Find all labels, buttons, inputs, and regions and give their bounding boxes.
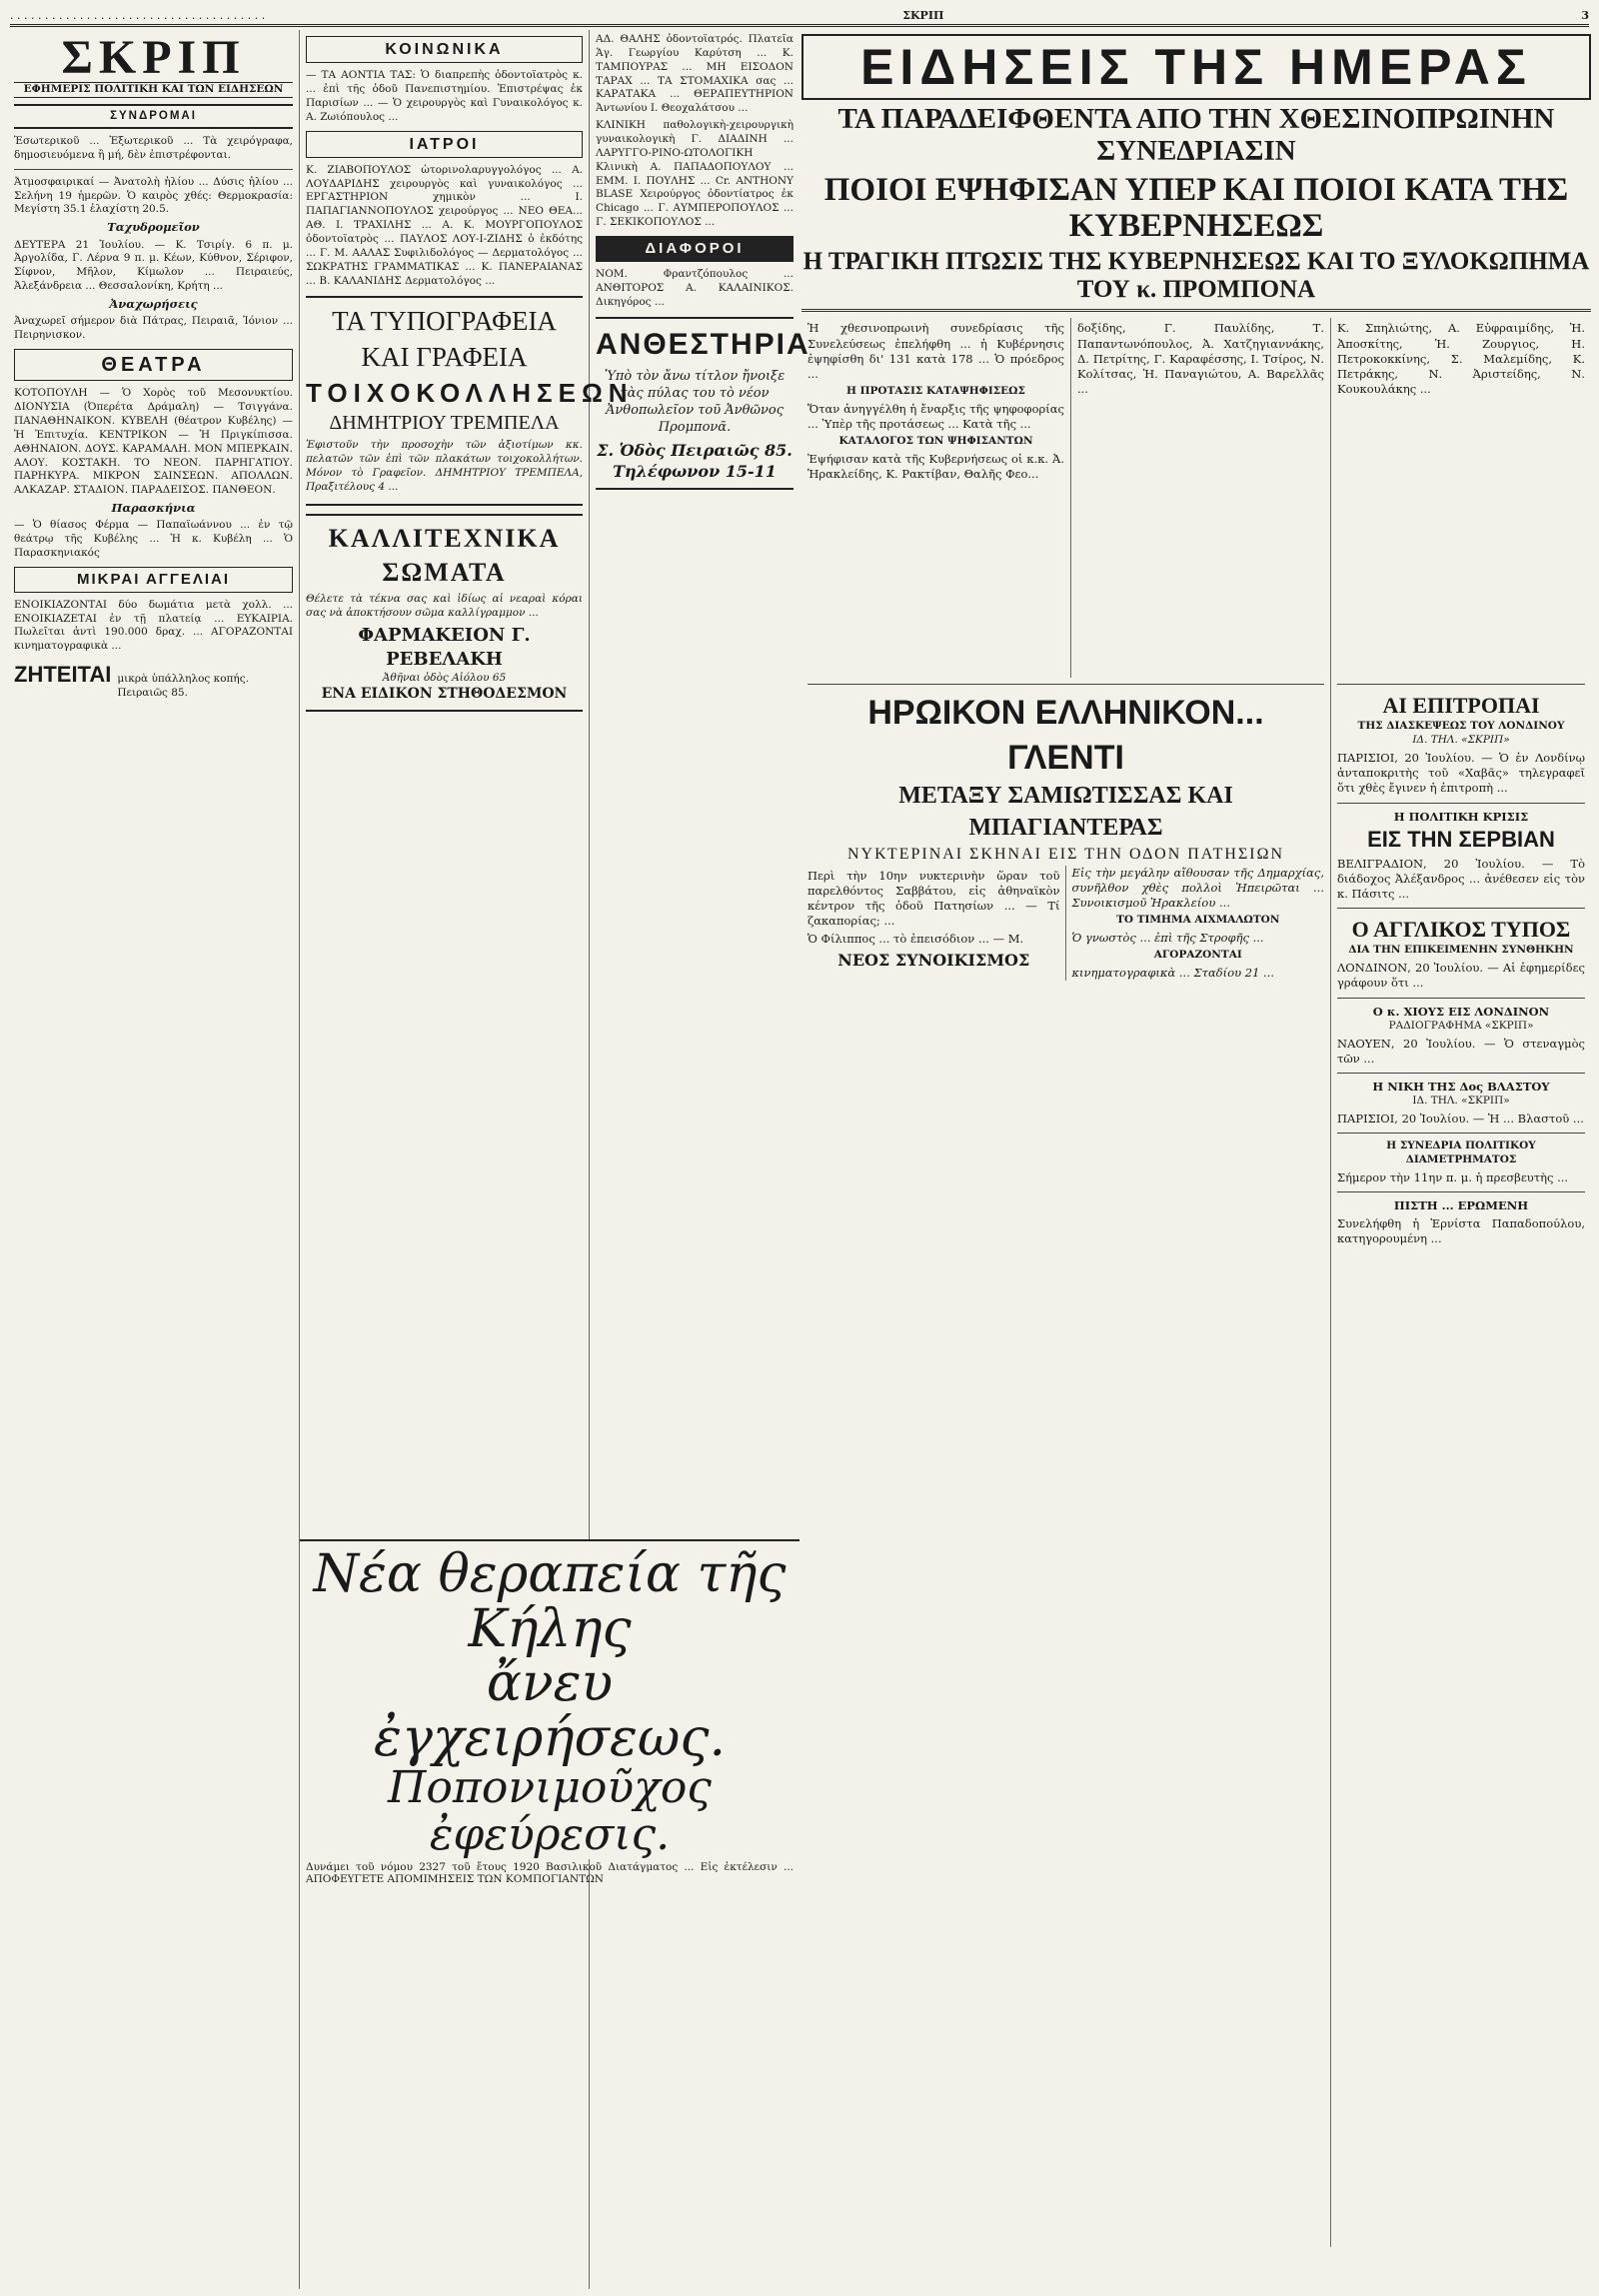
arrivals-text: Ἀναχωρεῖ σήμερον διὰ Πάτρας, Πειραιᾶ, Ἰόνιον ... Πειρηνισκον. — [14, 315, 293, 341]
feast-title-3: ΝΥΚΤΕΡΙΝΑΙ ΣΚΗΝΑΙ ΕΙΣ ΤΗΝ ΟΔΟΝ ΠΑΤΗΣΙΩΝ — [846, 846, 1285, 864]
classifieds-heading: ΜΙΚΡΑΙ ΑΓΓΕΛΙΑΙ — [14, 567, 293, 593]
printing-ad-sub: ΤΟΙΧΟΚΟΛΛΗΣΕΩΝ — [306, 377, 634, 408]
subscriptions-text: Ἐσωτερικοῦ ... Ἐξωτερικοῦ ... Τὰ χειρόγραφα, δημοσιευόμενα ἢ μή, δὲν ἐπιστρέφονται. — [14, 135, 293, 161]
doctors-heading: ΙΑΤΡΟΙ — [306, 131, 583, 158]
shipping-heading: Ταχυδρομεῖον — [107, 220, 200, 235]
paper-subtitle: ΕΦΗΜΕΡΙΣ ΠΟΛΙΤΙΚΗ ΚΑΙ ΤΩΝ ΕΙΔΗΣΕΩΝ — [14, 82, 293, 98]
last-heading: ΠΙΣΤΗ ... ΕΡΩΜΕΝΗ — [1393, 1198, 1529, 1213]
headline-1: ΤΑ ΠΑΡΑΔΕΙΦΘΕΝΤΑ ΑΠΟ ΤΗΝ ΧΘΕΣΙΝΟΠΡΩΙΝΗΝ ΣΥΝΕΔΡΙΑΣΙΝ — [837, 103, 1555, 167]
pharmacy-ad-address: Ἀθῆναι ὁδὸς Αἰόλου 65 — [382, 671, 507, 684]
col3-text-3: ΝΟΜ. Φραντζόπουλος ... ΑΝΘΙΤΟΡΟΣ Α. ΚΑΛΑΙΝΙΚΟΣ. Δικηγόρος ... — [596, 267, 794, 308]
commission-heading: ΑΙ ΕΠΙΤΡΟΠΑΙ — [1382, 693, 1540, 719]
column-1 — [8, 30, 300, 2289]
chios-text: ΝΑΟΥΕΝ, 20 Ἰουλίου. — Ὁ στεναγμὸς τῶν ... — [1337, 1036, 1585, 1066]
classifieds-text: ΕΝΟΙΚΙΑΖΟΝΤΑΙ δύο δωμάτια μετὰ χολλ. ... ΕΝΟΙΚΙΑΖΕΤΑΙ ἐν τῇ πλατείᾳ ... ΕΥΚΑΙΡΙΑ. Πωλεῖται ἀντὶ 190.000 δραχ. ... ΑΓΟΡΑΖΟΝΤΑΙ κινηματογραφικὰ ... — [14, 598, 293, 653]
victory-heading: Η ΝΙΚΗ ΤΗΣ Δος ΒΛΑΣΤΟΥ — [1372, 1079, 1550, 1094]
names-list-2: Κ. Σπηλιώτης, Α. Εὐφραιμίδης, Ἠ. Ἀποσκίτης, Ἠ. Ζουργιος, Η. Πετροκοκκίνης, Σ. Μαλεμίδης, Κ. Πετράκης, Ν. Ἀριστείδης, Ν. Κουκουλάκης ... — [1337, 321, 1585, 397]
wanted-label: ΖΗΤΕΙΤΑΙ — [14, 662, 112, 688]
commission-text: ΠΑΡΙΣΙΟΙ, 20 Ἰουλίου. — Ὁ ἐν Λονδίνῳ ἀνταποκριτὴς τοῦ «Χαβᾶς» τηλεγραφεῖ ὅτι χθὲς ἔγινεν ἡ ἐπιτροπὴ ... — [1337, 751, 1585, 796]
pharmacy-ad-intro: Θέλετε τὰ τέκνα σας καὶ ἰδίως αἱ νεαραὶ κόραι σας νὰ ἀποκτήσουν σῶμα καλλίγραμμον ... — [306, 593, 583, 620]
news-col-3 — [1331, 318, 1591, 678]
scandal-heading: Η ΣΥΝΕΔΡΙΑ ΠΟΛΙΤΙΚΟΥ ΔΙΑΜΕΤΡΗΜΑΤΟΣ — [1386, 1140, 1536, 1166]
settlement-text: Εἰς τὴν μεγάλην αἴθουσαν τῆς Δημαρχίας, συνῆλθον χθὲς πολλοὶ Ἠπειρῶται ... Συνοικισμοῦ Ἡρακλείου ... — [1071, 865, 1324, 910]
social-text: — ΤΑ ΑΟΝΤΙΑ ΤΑΣ: Ὁ διαπρεπὴς ὀδοντοϊατρὸς κ. ... ἐπὶ τῆς ὁδοῦ Πανεπιστημίου. Ἐπιστρέψας ἐκ Παρισίων ... — Ὁ χειρουργὸς καὶ Γυναικολόγος κ. Α. Ζωιόπουλος ... — [306, 69, 583, 123]
theatres-text: ΚΟΤΟΠΟΥΛΗ — Ὁ Χορὸς τοῦ Μεσονυκτίου. ΔΙΟΝΥΣΙΑ (Ὀπερέτα Δράμαλη) — Τσιγγάνα. ΠΑΝΑΘΗΝΑΙΚΟΝ. ΚΥΒΕΛΗ (θέατρον Κυβέλης) — Ἡ Ἐπιτυχία. ΚΕΝΤΡΙΚΟΝ — Ἡ Πριγκίπισσα. ΑΘΗΝΑΙΟΝ. ΔΟΥΣ. ΚΑΡΑΜΑΛΗ. ΜΟΝ ΜΠΕΡΚΑΙΝ. ΑΛΟΥ. ΚΟΣΤΑΚΗ. ΤΟ ΝΕΟΝ. ΠΑΡΗΓΑΤΙΟΥ. ΠΑΡΗΚΥΡΑ. ΜΙΚΡΟΝ ΣΑΙΝΣΕΩΝ. ΑΠΟΛΛΩΝ. ΑΛΚΑΖΑΡ. ΣΤΑΔΙΟΝ. ΠΑΡΑΔΕΙΣΟΣ. ΠΑΝΘΕΟΝ. — [14, 387, 293, 497]
tickets-heading: ΤΟ ΤΙΜΗΜΑ ΑΙΧΜΑΛΩΤΟΝ — [1116, 914, 1280, 927]
wanted-row — [14, 660, 293, 701]
theatres-heading: ΘΕΑΤΡΑ — [14, 349, 293, 381]
scandal-text: Σήμερον τὴν 11ην π. μ. ἡ πρεσβευτὴς ... — [1337, 1169, 1569, 1184]
anthesteria-title: ΑΝΘΕΣΤΗΡΙΑ — [596, 328, 810, 362]
news-text-1: Ἡ χθεσινοπρωινὴ συνεδρίασις τῆς Συνελεύσεως ἐπελήφθη ... ἡ Κυβέρνησις ἐψηφίσθη δι' 131 κατὰ 178 ... Ὁ πρόεδρος ... — [807, 321, 1064, 381]
divider — [1337, 803, 1585, 804]
side-news — [1331, 678, 1591, 2247]
anthesteria-ad — [596, 317, 810, 489]
printing-ad-title: ΤΑ ΤΥΠΟΓΡΑΦΕΙΑ ΚΑΙ ΓΡΑΦΕΙΑ — [332, 306, 557, 373]
doctors-text: Κ. ΖΙΑΒΟΠΟΥΛΟΣ ὠτορινολαρυγγολόγος ... Α. ΛΟΥΔΑΡΙΔΗΣ χειρουργὸς καὶ γυναικολόγος ... ΕΡΓΑΣΤΗΡΙΟΝ χημικὸν ... Ι. ΠΑΠΑΓΙΑΝΝΟΠΟΥΛΟΣ χειρούργος ... ΝΕΟ ΘΕΑ... ΑΘ. Ι. ΤΡΑΧΙΛΗΣ ... Α. Κ. ΜΟΥΡΓΟΠΟΥΛΟΣ ὀδοντοϊατρὸς ... ΠΑΥΛΟΣ ΛΟΥ-Ι-ΖΙΔΗΣ ὁ ἐκδότης ... Γ. Μ. ΑΑΛΑΣ Συφιλιδολόγος — Δερματολόγος ... ΣΩΚΡΑΤΗΣ ΓΡΑΜΜΑΤΙΚΑΣ ... Κ. ΠΑΝΕΡΑΙΑΝΑΣ ... Β. ΚΑΛΑΝΙΔΗΣ Δερματολόγος ... — [306, 163, 583, 287]
arrivals-heading: Ἀναχωρήσεις — [109, 296, 198, 311]
news-subhead-1: Η ΠΡΟΤΑΣΙΣ ΚΑΤΑΨΗΦΙΣΕΩΣ — [846, 385, 1025, 398]
pharmacy-ad-special: ΕΝΑ ΕΙΔΙΚΟΝ ΣΤΗΘΟΔΕΣΜΟΝ — [321, 686, 568, 703]
commission-source: ΙΔ. ΤΗΛ. «ΣΚΡΙΠ» — [1412, 734, 1510, 747]
anthesteria-text: Ὑπὸ τὸν ἄνω τίτλον ἤνοιξε τὰς πύλας του τὸ νέον Ἀνθοπωλεῖον τοῦ Ἀνθῶνος Προμπονᾶ. — [604, 369, 786, 436]
printing-ad — [306, 296, 634, 505]
feast-title-2: ΜΕΤΑΞΥ ΣΑΜΙΩΤΙΣΣΑΣ ΚΑΙ ΜΠΑΓΙΑΝΤΕΡΑΣ — [898, 783, 1233, 841]
masthead-name: ΣΚΡΙΠ — [902, 8, 944, 22]
shipping-text: ΔΕΥΤΕΡΑ 21 Ἰουλίου. — Κ. Τσιρίγ. 6 π. μ. Ἀργολίδα, Γ. Λέρνα 9 π. μ. Κέων, Κύθνον, Σέριφον, Σίφνον, Μῆλον, Κίμωλον ... Πειραιεύς, Ἀλεξάνδρεια ... Θεσσαλονίκη, Κρήτη ... — [14, 238, 293, 293]
anthesteria-phone: Τηλέφωνον 15-11 — [613, 461, 777, 481]
pharmacy-ad-name: ΦΑΡΜΑΚΕΙΟΝ Γ. ΡΕΒΕΛΑΚΗ — [358, 625, 531, 670]
pharmacy-ad-title: ΚΑΛΛΙΤΕΧΝΙΚΑ ΣΩΜΑΤΑ — [328, 523, 561, 588]
masthead — [10, 6, 1589, 27]
tickets-text: Ὁ γνωστὸς ... ἐπὶ τῆς Στροφῆς ... — [1071, 930, 1264, 945]
news-col-1 — [801, 318, 1071, 678]
weather-text: Ἀτμοσφαιρικαί — Ἀνατολὴ ἡλίου ... Δύσις ἡλίου ... Σελήνη 19 ἡμερῶν. Ὁ καιρὸς χθές: Θερμοκρασία: Μεγίστη 35.1 ἐλαχίστη 20.5. — [14, 175, 293, 216]
wanted-text: μικρὰ ὑπάλληλος κοπής. Πειραιῶς 85. — [117, 673, 249, 699]
feast-title-1: ΗΡΩΙΚΟΝ ΕΛΛΗΝΙΚΟΝ... ΓΛΕΝΤΙ — [867, 694, 1264, 778]
news-section — [801, 30, 1591, 2289]
victory-text: ΠΑΡΙΣΙΟΙ, 20 Ἰουλίου. — Ἡ ... Βλαστοῦ ... — [1337, 1112, 1584, 1126]
last-text: Συνελήφθη ἡ Ἐρνίστα Παπαδοπούλου, κατηγορουμένη ... — [1337, 1216, 1585, 1246]
news-banner: ΕΙΔΗΣΕΙΣ ΤΗΣ ΗΜΕΡΑΣ — [801, 34, 1591, 100]
hernia-ad-line-1: Νέα θεραπεία τῆς Κήλης — [313, 1544, 787, 1659]
settlement-heading: ΝΕΟΣ ΣΥΝΟΙΚΙΣΜΟΣ — [837, 951, 1030, 971]
misc-text: — Ὁ θίασος Φέρμα — Παπαϊωάννου ... ἐν τῷ θεάτρῳ τῆς Κυβέλης ... Ἡ κ. Κυβέλη ... Ὁ Παρασκηνιακός — [14, 519, 293, 559]
divider — [1337, 998, 1585, 999]
paper-title: ΣΚΡΙΠ — [61, 31, 246, 84]
page-number: 3 — [1581, 8, 1589, 22]
hernia-ad — [300, 1539, 800, 1885]
lower-news-columns — [801, 678, 1591, 2247]
misc-section-heading: ΔΙΑΦΟΡΟΙ — [596, 236, 794, 262]
divider — [1337, 1191, 1585, 1192]
news-text-2: Ὅταν ἀνηγγέλθη ἡ ἔναρξις τῆς ψηφοφορίας ... Ὑπὲρ τῆς προτάσεως ... Κατὰ τῆς ... — [807, 401, 1064, 432]
divider — [807, 684, 1324, 685]
anthesteria-address: Σ. Ὁδὸς Πειραιῶς 85. — [597, 440, 793, 460]
col3-text-2: ΚΛΙΝΙΚΗ παθολογικὴ-χειρουργικὴ γυναικολογικὴ Γ. ΔΙΑΔΙΝΗ ... ΛΑΡΥΓΓΟ-ΡΙΝΟ-ΩΤΟΛΟΓΙΚΗ Κλινικὴ Α. ΠΑΠΑΔΟΠΟΥΛΟΥ ... ΕΜΜ. Ι. ΠΟΥΛΗΣ ... Cr. ANTHONY BLASE Χειρούργος ὀδοντίατρος ἐκ Chicago ... Γ. ΑΥΜΠΕΡΟΠΟΥΛΟΣ ... Γ. ΣΕΚΙΚΟΠΟΥΛΟΣ ... — [596, 119, 794, 229]
feast-text-1: Περὶ τὴν 10ην νυκτερινὴν ὥραν τοῦ παρελθόντος Σαββάτου, εἰς ἀθηναϊκὸν κέντρον τῆς ὁδοῦ Πατησίων ... — Τί ζακαπορίας; ... — [807, 868, 1060, 929]
masthead-dots: . . . . . . . . . . . . . . . . . . . . . . . . . . . . . . . . . . . . . — [10, 8, 266, 22]
headline-2: ΠΟΙΟΙ ΕΨΗΦΙΣΑΝ ΥΠΕΡ ΚΑΙ ΠΟΙΟΙ ΚΑΤΑ ΤΗΣ ΚΥΒΕΡΝΗΣΕΩΣ — [823, 171, 1569, 245]
feast-body — [807, 866, 1324, 982]
news-columns — [801, 318, 1591, 678]
printing-ad-text: Ἐφιστοῦν τὴν προσοχὴν τῶν ἀξιοτίμων κκ. πελατῶν τῶν ἐπὶ τῶν πλακάτων τοιχοκολλήτων. Μόνον τὸ Γραφεῖον. ΔΗΜΗΤΡΙΟΥ ΤΡΕΜΠΕΛΑ, Πραξιτέλους 4 ... — [306, 439, 583, 493]
column-2 — [300, 30, 634, 2289]
headline-3: Η ΤΡΑΓΙΚΗ ΠΤΩΣΙΣ ΤΗΣ ΚΥΒΕΡΝΗΣΕΩΣ ΚΑΙ ΤΟ ΞΥΛΟΚΩΠΗΜΑ ΤΟΥ κ. ΠΡΟΜΠΟΝΑ — [802, 248, 1590, 303]
column-3 — [590, 30, 810, 2289]
divider — [1337, 1133, 1585, 1134]
names-list-1: δοξίδης, Γ. Παυλίδης, Τ. Παπαντωνόπουλος, Ἀ. Χατζηγιαννάκης, Δ. Πετρίτης, Γ. Καραφέσσης, Ι. Τσίρος, Ν. Κολίτσας, Ἠ. Παναγιώτου, Α. Βαρελλᾶς ... — [1077, 321, 1324, 397]
news-subhead-2: ΚΑΤΑΛΟΓΟΣ ΤΩΝ ΨΗΦΙΣΑΝΤΩΝ — [838, 435, 1033, 448]
misc-heading: Παρασκήνια — [111, 501, 196, 516]
news-col-2 — [1071, 318, 1331, 678]
press-heading: Ο ΑΓΓΛΙΚΟΣ ΤΥΠΟΣ — [1351, 917, 1571, 943]
serbia-heading: Η ΠΟΛΙΤΙΚΗ ΚΡΙΣΙΣ — [1393, 809, 1529, 824]
printing-ad-name: ΔΗΜΗΤΡΙΟΥ ΤΡΕΜΠΕΛΑ — [329, 411, 560, 434]
press-text: ΛΟΝΔΙΝΟΝ, 20 Ἰουλίου. — Αἱ ἐφημερίδες γράφουν ὅτι ... — [1337, 961, 1585, 991]
news-text-3: Ἐψήφισαν κατὰ τῆς Κυβερνήσεως οἱ κ.κ. Ἀ. Ἡρακλείδης, Κ. Ρακτίβαν, Θαλῆς Φεο... — [807, 452, 1064, 482]
serbia-text: ΒΕΛΙΓΡΑΔΙΟΝ, 20 Ἰουλίου. — Τὸ διάδοχος Ἀλέξανδρος ... ἀνέθεσεν εἰς τὸν κ. Πάσιτς ... — [1337, 856, 1585, 902]
market-heading: ΑΓΟΡΑΖΟΝΤΑΙ — [1153, 949, 1242, 962]
hernia-ad-line-3: Ποπονιμοῦχος ἐφεύρεσις. — [388, 1762, 712, 1860]
col3-text-1: ΑΔ. ΘΑΛΗΣ ὀδοντοϊατρός. Πλατεῖα Ἁγ. Γεωργίου Καρύτση ... Κ. ΤΑΜΠΟΥΡΑΣ ... ΜΗ ΕΙΣΟΔΟΝ ΤΑΡΑΧ ... ΤΑ ΣΤΟΜΑΧΙΚΑ σας ... ΚΑΡΑΤΑΚΑ ... ΘΕΡΑΠΕΥΤΗΡΙΟΝ Ἀντωνίου Ι. Θεοχαλάτσου ... — [596, 33, 794, 115]
victory-subheading: ΙΔ. ΤΗΛ. «ΣΚΡΙΠ» — [1412, 1095, 1510, 1108]
serbia-subheading: ΕΙΣ ΤΗΝ ΣΕΡΒΙΑΝ — [1367, 826, 1555, 852]
press-subheading: ΔΙΑ ΤΗΝ ΕΠΙΚΕΙΜΕΝΗΝ ΣΥΝΘΗΚΗΝ — [1348, 944, 1574, 957]
pharmacy-ad — [306, 514, 583, 712]
commission-subheading: ΤΗΣ ΔΙΑΣΚΕΨΕΩΣ ΤΟΥ ΛΟΝΔΙΝΟΥ — [1357, 720, 1565, 733]
feast-story — [801, 678, 1331, 2247]
subscriptions-heading: ΣΥΝΔΡΟΜΑΙ — [14, 104, 293, 129]
hernia-ad-line-2: ἄνευ ἐγχειρήσεως. — [374, 1653, 726, 1768]
chios-subheading: ΡΑΔΙΟΓΡΑΦΗΜΑ «ΣΚΡΙΠ» — [1388, 1019, 1534, 1032]
social-heading: ΚΟΙΝΩΝΙΚΑ — [306, 36, 583, 63]
market-text: κινηματογραφικὰ ... Σταδίου 21 ... — [1071, 965, 1275, 980]
divider — [1337, 684, 1585, 685]
divider — [1337, 1073, 1585, 1074]
feast-text-2: Ὁ Φίλιππος ... τὸ ἐπεισόδιον ... — Μ. — [807, 932, 1024, 947]
chios-heading: Ο κ. ΧΙΟΥΣ ΕΙΣ ΛΟΝΔΙΝΟΝ — [1372, 1004, 1550, 1019]
divider — [1337, 908, 1585, 909]
divider — [801, 309, 1591, 312]
divider — [14, 169, 293, 170]
hernia-ad-text: Δυνάμει τοῦ νόμου 2327 τοῦ ἔτους 1920 Βασιλικοῦ Διατάγματος ... Εἰς ἐκτέλεσιν ... ΑΠΟΦΕΥΓΕΤΕ ΑΠΟΜΙΜΗΣΕΙΣ ΤΩΝ ΚΟΜΠΟΓΙΑΝΤΩΝ — [306, 1860, 794, 1885]
